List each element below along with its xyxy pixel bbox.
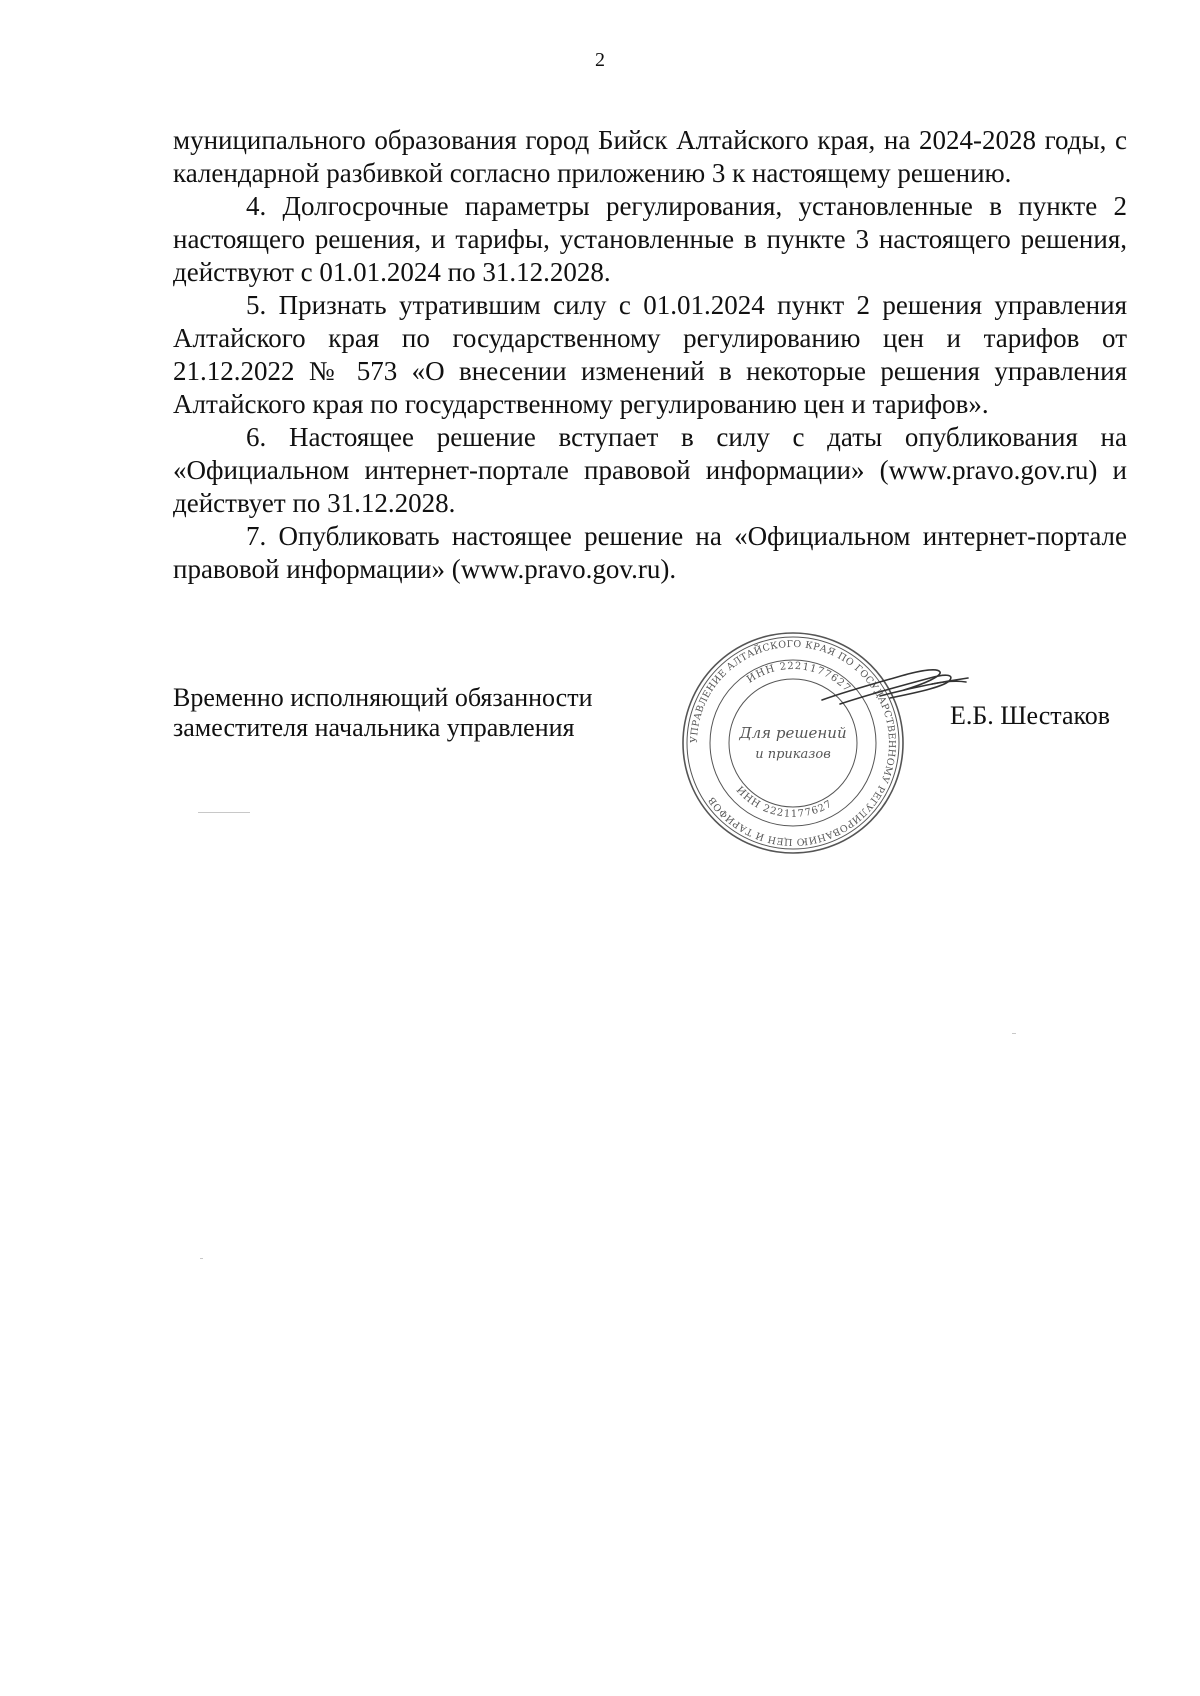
stamp-outer-text: УПРАВЛЕНИЕ АЛТАЙСКОГО КРАЯ ПО ГОСУДАРСТВЕННОМУ РЕГУЛИРОВАНИЮ ЦЕН И ТАРИФОВ [688, 638, 898, 848]
paragraph-item-5: 5. Признать утратившим силу с 01.01.2024 пункт 2 решения управления Алтайского края по государственному регулированию цен и тарифов от 21.12.2022 № 573 «О внесении изменений в некоторые решения управления Алтайского края по государственному регулированию цен и тарифов». [173, 290, 1127, 419]
scan-speck [198, 812, 250, 813]
page-number: 2 [595, 49, 605, 71]
paragraph-item-7: 7. Опубликовать настоящее решение на «Официальном интернет-портале правовой информации» (www.pravo.gov.ru). [173, 521, 1127, 584]
stamp-inn-top: ИНН 2221177627 [745, 660, 853, 695]
paragraph-continuation: муниципального образования город Бийск Алтайского края, на 2024-2028 годы, с календарной разбивкой согласно приложению 3 к настоящему решению. [173, 125, 1127, 188]
scan-speck [1012, 1033, 1016, 1034]
paragraph-item-6: 6. Настоящее решение вступает в силу с даты опубликования на «Официальном интернет-портале правовой информации» (www.pravo.gov.ru) и действует по 31.12.2028. [173, 422, 1127, 518]
document-body [173, 124, 1127, 586]
stamp-center-line-1: Для решений [739, 724, 847, 742]
scan-speck [200, 1258, 203, 1259]
signatory-position-line-1: Временно исполняющий обязанности [173, 683, 593, 712]
stamp-center-line-2: и приказов [755, 747, 831, 762]
signatory-position-line-2: заместителя начальника управления [173, 713, 575, 742]
signatory-position [173, 683, 673, 743]
stamp-inn-bottom: ИНН 2221177627 [733, 784, 835, 821]
paragraph-item-4: 4. Долгосрочные параметры регулирования, установленные в пункте 2 настоящего решения, и тарифы, установленные в пункте 3 настоящего решения, действуют с 01.01.2024 по 31.12.2028. [173, 191, 1127, 287]
signer-name: Е.Б. Шестаков [950, 701, 1111, 730]
